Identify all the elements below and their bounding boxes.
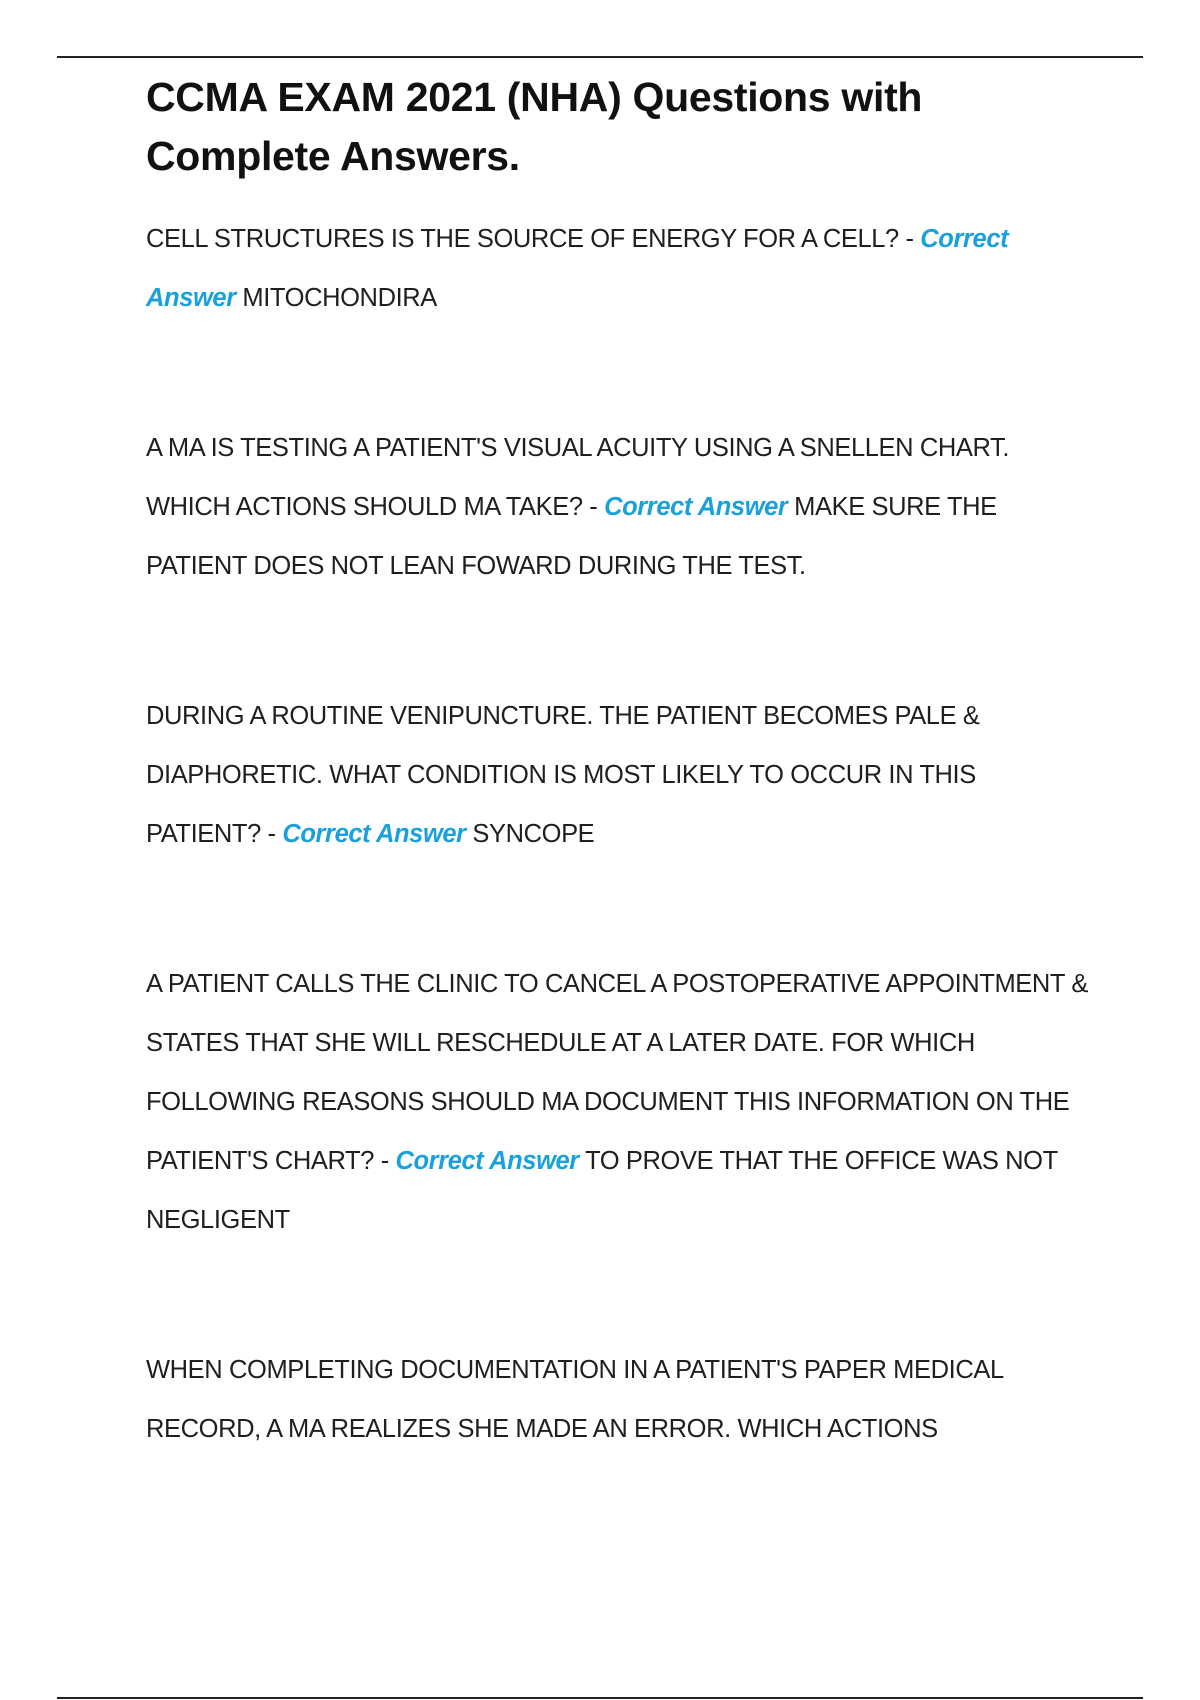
document-body bbox=[146, 68, 1096, 1459]
question-text: CELL STRUCTURES IS THE SOURCE OF ENERGY FOR A CELL? bbox=[146, 225, 899, 253]
answer-text: MAKE SURE THE PATIENT DOES NOT LEAN FOWARD DURING THE TEST. bbox=[146, 493, 997, 580]
correct-answer-label: Correct Answer bbox=[282, 820, 466, 848]
question-text: DURING A ROUTINE VENIPUNCTURE. THE PATIENT BECOMES PALE & DIAPHORETIC. WHAT CONDITION IS MOST LIKELY TO OCCUR IN THIS PATIENT? bbox=[146, 702, 980, 848]
separator: - bbox=[898, 225, 921, 253]
separator: - bbox=[582, 493, 605, 521]
separator: - bbox=[374, 1147, 396, 1175]
question-text: WHEN COMPLETING DOCUMENTATION IN A PATIENT'S PAPER MEDICAL RECORD, A MA REALIZES SHE MADE AN ERROR. WHICH ACTIONS bbox=[146, 1356, 1003, 1443]
qa-item-1 bbox=[146, 210, 1096, 328]
answer-text: TO PROVE THAT THE OFFICE WAS NOT NEGLIGENT bbox=[146, 1147, 1058, 1234]
qa-item-4 bbox=[146, 955, 1096, 1250]
qa-item-3 bbox=[146, 687, 1096, 864]
answer-text: SYNCOPE bbox=[472, 820, 595, 848]
qa-item-5 bbox=[146, 1341, 1096, 1459]
question-text: A MA IS TESTING A PATIENT'S VISUAL ACUITY USING A SNELLEN CHART. WHICH ACTIONS SHOULD MA TAKE? bbox=[146, 434, 1010, 521]
question-text: A PATIENT CALLS THE CLINIC TO CANCEL A POSTOPERATIVE APPOINTMENT & STATES THAT SHE WILL RESCHEDULE AT A LATER DATE. FOR WHICH FOLLOWING REASONS SHOULD MA DOCUMENT THIS INFORMATION ON THE PATIENT'S CHART? bbox=[146, 970, 1088, 1175]
correct-answer-label: Correct Answer bbox=[395, 1147, 579, 1175]
qa-item-2 bbox=[146, 419, 1096, 596]
separator: - bbox=[260, 820, 283, 848]
bottom-rule bbox=[57, 1697, 1143, 1699]
document-title: CCMA EXAM 2021 (NHA) Questions with Complete Answers. bbox=[146, 74, 923, 179]
correct-answer-label: Correct Answer bbox=[146, 225, 1009, 312]
correct-answer-label: Correct Answer bbox=[604, 493, 788, 521]
top-rule bbox=[57, 56, 1143, 58]
answer-text: MITOCHONDIRA bbox=[242, 284, 437, 312]
